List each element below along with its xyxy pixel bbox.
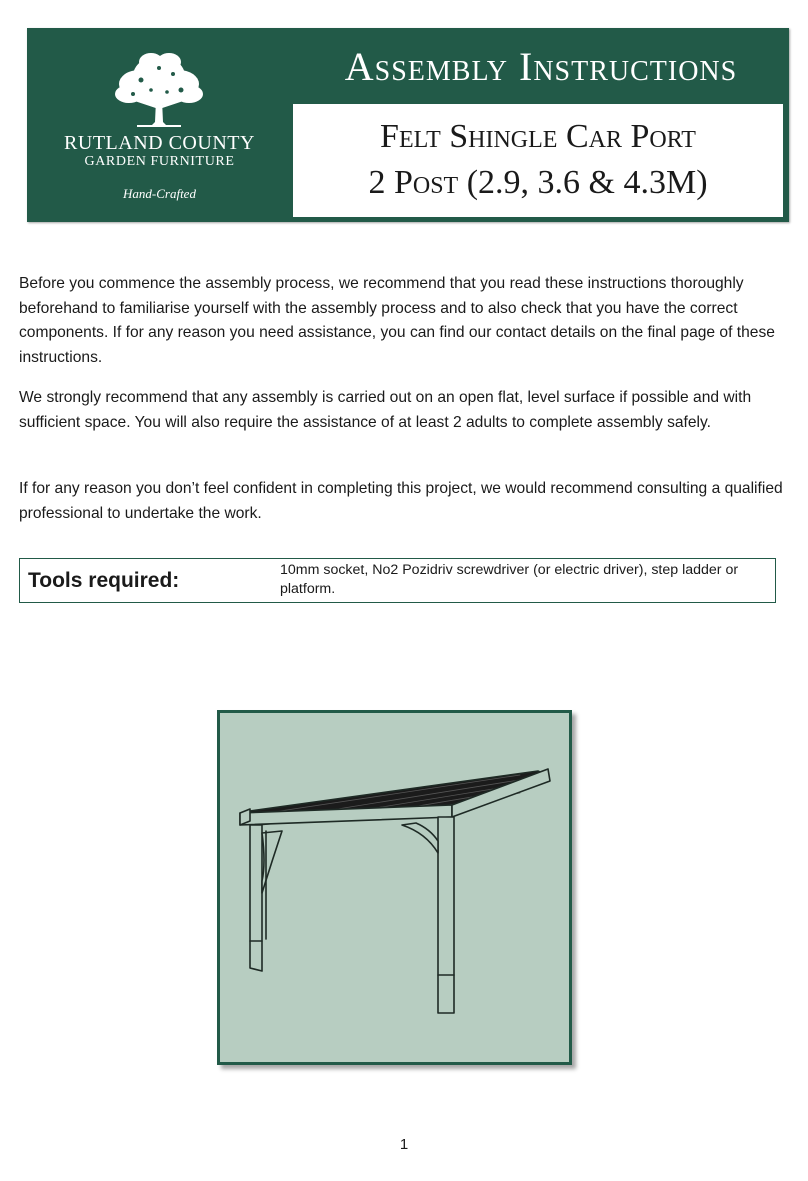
intro-paragraph-1: Before you commence the assembly process, we recommend that you read these instructions thoroughly beforehand to familiarise yourself with the assembly process and to also check that you have the correct components. If for any reason you need assistance, you can find our contact details on the final page of these instructions. <box>19 275 775 366</box>
product-title-box <box>293 104 783 217</box>
brand-name: RUTLAND COUNTY <box>64 132 255 154</box>
brand-logo <box>27 28 292 222</box>
tree-icon <box>111 50 207 128</box>
carport-illustration-icon <box>220 713 569 1062</box>
product-title-line-1: Felt Shingle Car Port <box>380 118 696 155</box>
product-title-line-2: 2 Post (2.9, 3.6 & 4.3M) <box>368 164 708 201</box>
tools-label: Tools required: <box>28 569 180 592</box>
tools-required-box <box>19 558 776 603</box>
intro-paragraph-3: If for any reason you don’t feel confident in completing this project, we would recommend consulting a qualified professional to undertake the work. <box>19 480 783 522</box>
brand-tagline: Hand-Crafted <box>123 186 196 201</box>
intro-paragraph-2: We strongly recommend that any assembly is carried out on an open flat, level surface if possible and with sufficient space. You will also require the assistance of at least 2 adults to complete assembly safely. <box>19 389 752 431</box>
brand-subname: GARDEN FURNITURE <box>84 154 235 169</box>
tools-list: 10mm socket, No2 Pozidriv screwdriver (or electric driver), step ladder or platform. <box>280 562 739 597</box>
document-title: Assembly Instructions <box>344 44 738 89</box>
carport-figure <box>217 710 572 1065</box>
header-banner <box>27 28 789 222</box>
page-number: 1 <box>399 1136 409 1153</box>
